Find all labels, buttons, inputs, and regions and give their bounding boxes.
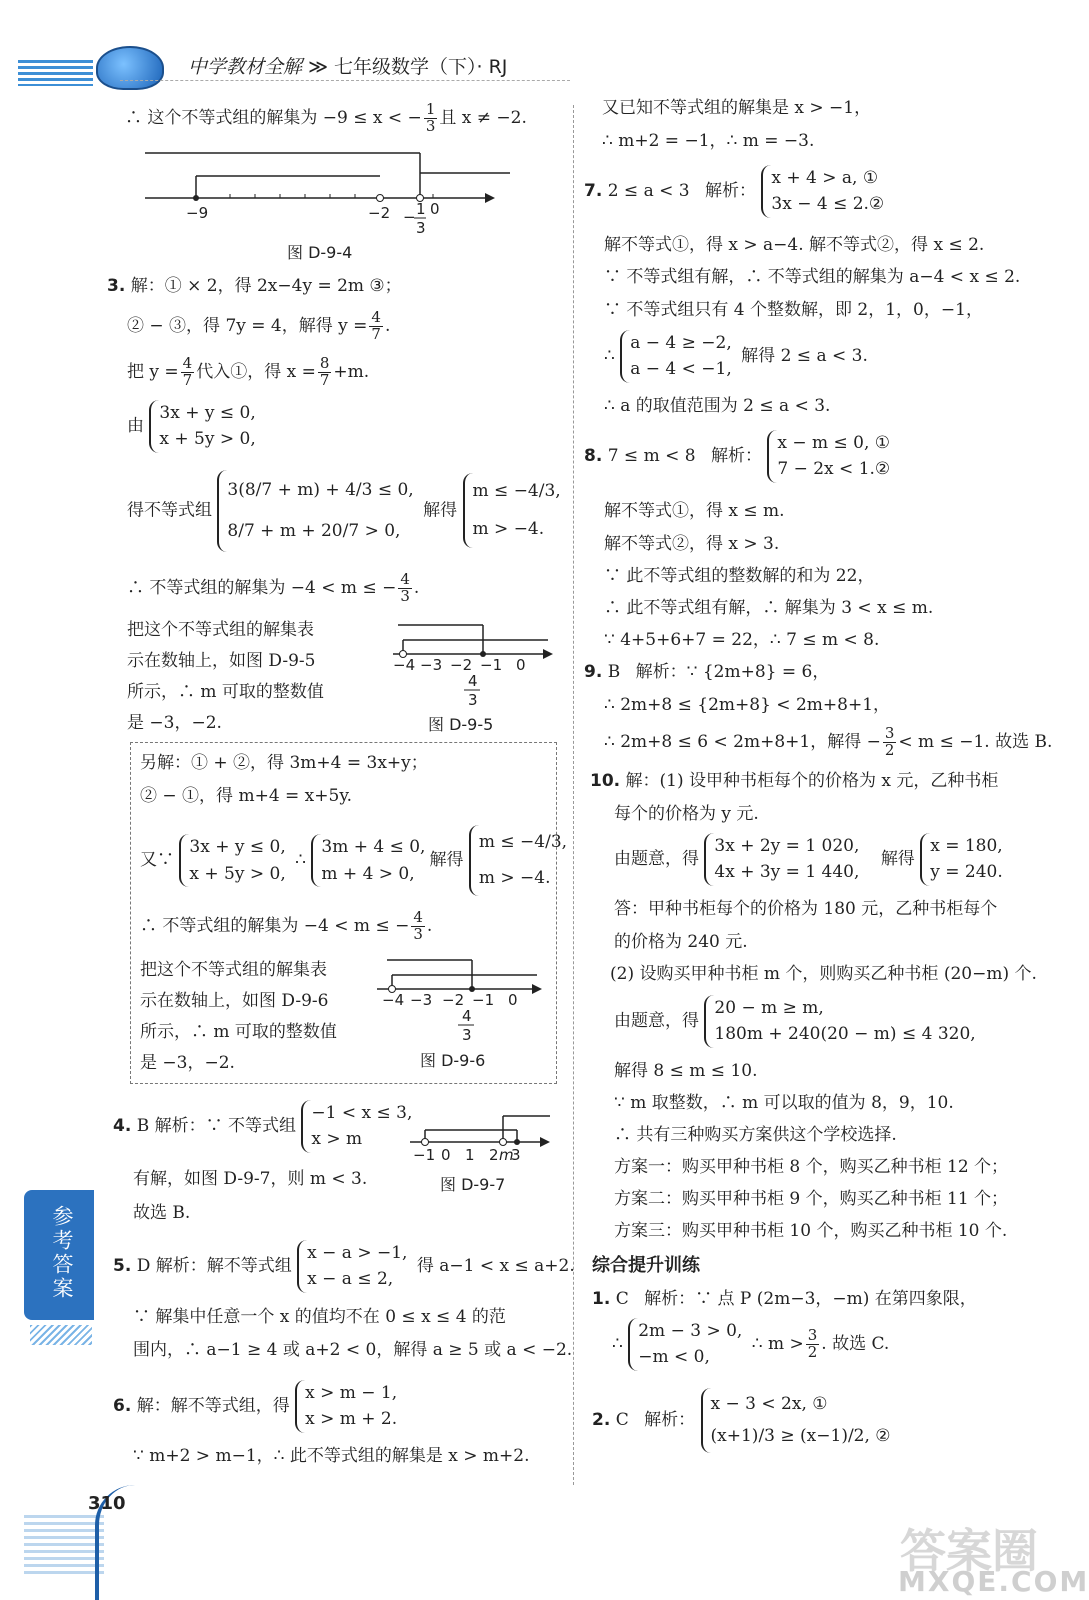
- q7-head: 7. 2 ≤ a < 3 解析： x + 4 > a, ① 3x − 4 ≤ 2.②: [584, 165, 888, 218]
- q3-line-g: 把这个不等式组的解集表 示在数轴上，如图 D-9-5 所示，∴ m 可取的整数值 是 −3，−2.: [127, 620, 324, 733]
- tick-label: 3: [416, 219, 426, 237]
- side-stripes: [30, 1325, 92, 1345]
- q10-plan: 方案一：购买甲种书柜 8 个，购买乙种书柜 12 个；: [614, 1157, 1009, 1177]
- left-l1: ∴ 这个不等式组的解集为 −9 ≤ x < − $\frac{1}{3}$ 且 x ≠ −2.: [125, 100, 527, 135]
- watermark-text: MXQE.COM: [898, 1565, 1089, 1598]
- q8-line-d: ∴ 此不等式组有解，∴ 解集为 3 < x ≤ m.: [604, 598, 934, 618]
- q3-line-a: 3. 解：① × 2，得 2x−4y = 2m ③；: [107, 276, 402, 296]
- q3-line-e: 得不等式组 3(8/7 + m) + 4/3 ≤ 0, 8/7 + m + 20/7 > 0, 解得 m ≤ −4/3, m > −4.: [127, 470, 565, 552]
- q10-line-g: 由题意，得 20 − m ≥ m, 180m + 240(20 − m) ≤ 4 320,: [614, 995, 980, 1048]
- svg-text:3: 3: [468, 691, 478, 709]
- equation-system: 3x + y ≤ 0, x + 5y > 0,: [149, 400, 259, 453]
- tick-label: −2: [368, 204, 391, 222]
- q7-line-a: 解不等式①，得 x > a−4. 解不等式②，得 x ≤ 2.: [604, 235, 985, 255]
- q8-head: 8. 7 ≤ m < 8 解析： x − m ≤ 0, ① 7 − 2x < 1.②: [584, 430, 894, 483]
- q8-line-a: 解不等式①，得 x ≤ m.: [604, 501, 785, 521]
- svg-text:3: 3: [511, 1146, 521, 1164]
- equation-system: x − m ≤ 0, ① 7 − 2x < 1.②: [767, 430, 894, 483]
- equation-system: 3x + y ≤ 0, x + 5y > 0,: [179, 834, 289, 887]
- q10-line-e: 的价格为 240 元.: [614, 932, 748, 952]
- svg-text:−2: −2: [450, 656, 473, 674]
- q6-line-b: ∵ m+2 > m−1，∴ 此不等式组的解集是 x > m+2.: [133, 1446, 530, 1466]
- watermark-logo: 答案圈: [900, 1524, 1038, 1578]
- svg-text:0: 0: [516, 656, 526, 674]
- equation-system: a − 4 ≥ −2, a − 4 < −1,: [620, 330, 736, 383]
- q4-line-c: 故选 B.: [133, 1203, 191, 1223]
- alt-line-d: ∴ 不等式组的解集为 −4 < m ≤ − $\frac{4}{3}$ .: [140, 908, 433, 943]
- q9-line-b: ∴ 2m+8 ≤ {2m+8} < 2m+8+1，: [604, 695, 891, 715]
- svg-text:m: m: [499, 1146, 514, 1164]
- q7-line-c: ∵ 不等式组只有 4 个整数解，即 2，1，0，−1，: [604, 300, 983, 320]
- svg-text:0: 0: [441, 1146, 451, 1164]
- q10-line-j: ∴ 共有三种购买方案供这个学校选择.: [614, 1125, 897, 1145]
- header-title: [188, 52, 507, 79]
- alt-line-a: 另解：① + ②，得 3m+4 = 3x+y；: [140, 753, 428, 773]
- q3-line-f: ∴ 不等式组的解集为 −4 < m ≤ − $\frac{4}{3}$ .: [127, 570, 420, 605]
- equation-system: x > m − 1, x > m + 2.: [295, 1380, 401, 1433]
- figure-caption: 图 D-9-5: [428, 715, 494, 734]
- alt-line-c: 又∵ 3x + y ≤ 0, x + 5y > 0, ∴ 3m + 4 ≤ 0, m + 4 > 0,解得 m ≤ −4/3, m > −4.: [140, 825, 571, 896]
- q8-line-c: ∵ 此不等式组的整数解的和为 22，: [604, 566, 875, 586]
- s2-line-a: 2. C 解析： x − 3 < 2x, ① (x+1)/3 ≥ (x−1)/2, ②: [592, 1388, 895, 1453]
- q9-line-c: ∴ 2m+8 ≤ 6 < 2m+8+1，解得 − $\frac{3}{2}$ < m ≤ −1. 故选 B.: [604, 724, 1053, 759]
- svg-text:−1: −1: [472, 991, 495, 1009]
- number-line-d97: [405, 1108, 555, 1168]
- q7-line-b: ∵ 不等式组有解，∴ 不等式组的解集为 a−4 < x ≤ 2.: [604, 267, 1021, 287]
- equation-system: m ≤ −4/3, m > −4.: [469, 825, 571, 896]
- fraction: $\frac{1}{3}$: [425, 100, 436, 135]
- tick-label: −: [403, 208, 416, 226]
- equation-system: 3(8/7 + m) + 4/3 ≤ 0, 8/7 + m + 20/7 > 0,: [217, 470, 417, 552]
- q10-line-d: 答：甲种书柜每个的价格为 180 元，乙种书柜每个: [614, 899, 998, 919]
- figure-caption: 图 D-9-6: [420, 1051, 486, 1070]
- q10-line-h: 解得 8 ≤ m ≤ 10.: [614, 1061, 758, 1081]
- figure-caption: 图 D-9-7: [440, 1175, 506, 1194]
- s1-line-a: 1. C 解析：∵ 点 P (2m−3，−m) 在第四象限，: [592, 1289, 977, 1309]
- tick-label: 0: [430, 200, 440, 218]
- q5-line-b: ∵ 解集中任意一个 x 的值均不在 0 ≤ x ≤ 4 的范: [133, 1307, 506, 1327]
- tick-label: 1: [416, 200, 426, 218]
- equation-system: 20 − m ≥ m, 180m + 240(20 − m) ≤ 4 320,: [704, 995, 979, 1048]
- q4-line-b: 有解，如图 D-9-7，则 m < 3.: [133, 1169, 368, 1189]
- equation-system: −1 < x ≤ 3, x > m: [301, 1100, 416, 1153]
- q5-line-a: 5. D 解析：解不等式组 x − a > −1, x − a ≤ 2, 得 a−1 < x ≤ a+2.: [113, 1240, 575, 1293]
- q10-line-c: 由题意，得 3x + 2y = 1 020, 4x + 3y = 1 440, 解得 x = 180, y = 240.: [614, 833, 1007, 886]
- svg-text:0: 0: [508, 991, 518, 1009]
- q7-line-e: ∴ a 的取值范围为 2 ≤ a < 3.: [604, 396, 831, 416]
- closed-dot: [193, 195, 199, 201]
- right-r2: ∴ m+2 = −1，∴ m = −3.: [602, 131, 815, 151]
- svg-text:−2: −2: [442, 991, 465, 1009]
- number-line-d96: [372, 955, 552, 1050]
- svg-text:−1: −1: [413, 1146, 436, 1164]
- alt-line-b: ② − ①，得 m+4 = x+5y.: [140, 786, 353, 806]
- equation-system: 3x + 2y = 1 020, 4x + 3y = 1 440,: [704, 833, 863, 886]
- number-line-d95: [388, 620, 558, 715]
- figure-caption: 图 D-9-4: [287, 243, 353, 262]
- s1-line-b: ∴ 2m − 3 > 0, −m < 0, ∴ m > $\frac{3}{2}$ . 故选 C.: [612, 1318, 889, 1371]
- q3-line-c: 把 y = $\frac{4}{7}$ 代入①，得 x = $\frac{8}{7}$ +m.: [127, 354, 370, 389]
- svg-text:−3: −3: [410, 991, 433, 1009]
- equation-system: 3m + 4 ≤ 0, m + 4 > 0,: [311, 834, 429, 887]
- right-r1: 又已知不等式组的解集是 x > −1，: [602, 98, 872, 118]
- q6-line-a: 6. 解：解不等式组，得 x > m − 1, x > m + 2.: [113, 1380, 401, 1433]
- svg-text:4: 4: [468, 672, 478, 690]
- svg-text:−4: −4: [393, 656, 416, 674]
- q8-line-b: 解不等式②，得 x > 3.: [604, 534, 780, 554]
- open-dot: [377, 195, 384, 202]
- alt-line-e: 把这个不等式组的解集表 示在数轴上，如图 D-9-6 所示，∴ m 可取的整数值 是 −3，−2.: [140, 960, 337, 1073]
- svg-text:−4: −4: [382, 991, 405, 1009]
- header-subject: 七年级数学（下）· RJ: [334, 56, 508, 78]
- equation-system: x − 3 < 2x, ① (x+1)/3 ≥ (x−1)/2, ②: [701, 1388, 895, 1453]
- q10-line-b: 每个的价格为 y 元.: [614, 804, 759, 824]
- page-number: 310: [88, 1493, 126, 1514]
- section-heading: 综合提升训练: [592, 1255, 700, 1276]
- header-book: 中学教材全解: [188, 56, 303, 78]
- q3-line-d: 由 3x + y ≤ 0, x + 5y > 0,: [127, 400, 260, 453]
- footer-stripes: [24, 1515, 104, 1575]
- number-line-d94: [140, 148, 520, 238]
- svg-text:−1: −1: [480, 656, 503, 674]
- book-logo-icon: [96, 46, 164, 90]
- svg-text:4: 4: [462, 1007, 472, 1025]
- q10-plan: 方案三：购买甲种书柜 10 个，购买乙种书柜 10 个.: [614, 1221, 1008, 1241]
- q10-line-i: ∵ m 取整数，∴ m 可以取的值为 8，9，10.: [614, 1093, 954, 1113]
- tick-label: −9: [186, 204, 209, 222]
- q10-line-f: (2) 设购买甲种书柜 m 个，则购买乙种书柜 (20−m) 个.: [610, 964, 1037, 984]
- header-stripes: [18, 60, 93, 86]
- q5-line-c: 围内，∴ a−1 ≥ 4 或 a+2 < 0，解得 a ≥ 5 或 a < −2.: [133, 1340, 573, 1360]
- equation-system: x − a > −1, x − a ≤ 2,: [297, 1240, 411, 1293]
- equation-system: m ≤ −4/3, m > −4.: [463, 473, 565, 548]
- svg-text:3: 3: [462, 1026, 472, 1044]
- svg-text:2: 2: [489, 1146, 499, 1164]
- q9-line-a: 9. B 解析：∵ {2m+8} = 6，: [584, 662, 830, 682]
- q7-line-d: ∴ a − 4 ≥ −2, a − 4 < −1, 解得 2 ≤ a < 3.: [604, 330, 868, 383]
- side-tab-label: 参考答案: [50, 1205, 74, 1301]
- equation-system: x + 4 > a, ① 3x − 4 ≤ 2.②: [761, 165, 888, 218]
- svg-text:1: 1: [465, 1146, 475, 1164]
- q8-line-e: ∵ 4+5+6+7 = 22，∴ 7 ≤ m < 8.: [604, 630, 880, 650]
- q3-line-b: ② − ③，得 7y = 4，解得 y = $\frac{4}{7}$ .: [127, 308, 391, 343]
- header-arrow: ≫: [308, 56, 328, 78]
- q10-line-a: 10. 解：(1) 设甲种书柜每个的价格为 x 元，乙种书柜: [590, 771, 999, 791]
- q10-plan: 方案二：购买甲种书柜 9 个，购买乙种书柜 11 个；: [614, 1189, 1009, 1209]
- svg-text:−3: −3: [420, 656, 443, 674]
- equation-system: x = 180, y = 240.: [920, 833, 1007, 886]
- header-divider: [120, 80, 570, 81]
- equation-system: 2m − 3 > 0, −m < 0,: [628, 1318, 746, 1371]
- q4-line-a: 4. B 解析：∵ 不等式组 −1 < x ≤ 3, x > m: [113, 1100, 416, 1153]
